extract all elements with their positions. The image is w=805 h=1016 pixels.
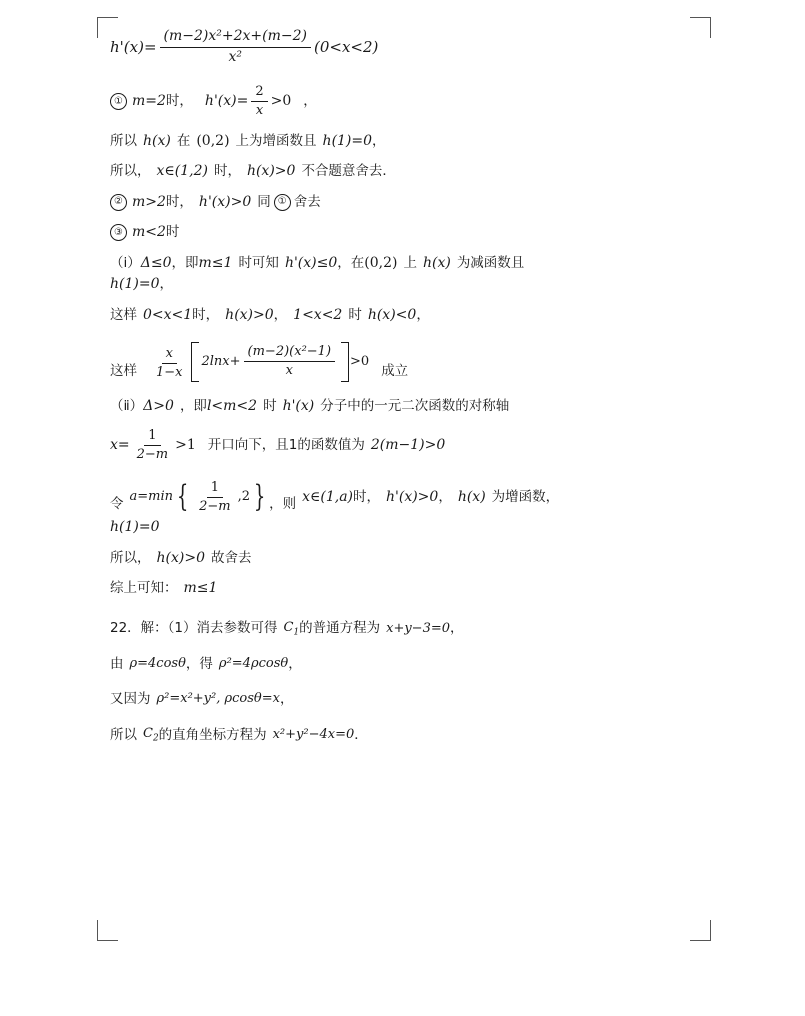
case-marker-3: ③ [110, 224, 127, 241]
h-prime-fraction [160, 28, 311, 66]
problem-22-because: 又因为 [110, 691, 151, 708]
final-conclusion-line [110, 580, 710, 598]
subcase-i-h-negative: h(x)<0 [367, 306, 417, 323]
problem-22-line-2 [110, 656, 710, 673]
subcase-ii-therefore: 所以， [110, 549, 151, 566]
curve-c2-subscript: 2 [152, 733, 159, 744]
case-2-condition: m>2 [132, 193, 166, 210]
subcase-i-holds: 成立 [381, 362, 409, 379]
case-1-x-range: x∈(1,2) [156, 163, 208, 179]
subcase-i-range-2: 1<x<2 [293, 306, 343, 323]
problem-22-period: ． [354, 726, 368, 743]
bracket-right [341, 342, 349, 382]
problem-22-line-4 [110, 726, 710, 745]
subcase-i-delta: Δ≤0 [140, 254, 172, 271]
bracket-content [199, 342, 342, 382]
problem-22-get: ，得 [185, 656, 213, 673]
subcase-i-outer-numerator: x [162, 346, 177, 364]
problem-22-line-1 [110, 620, 710, 639]
h-prime-numerator: (m−2)x²+2x+(m−2) [160, 28, 311, 48]
case-1-h-prime: h'(x)= [204, 93, 249, 109]
subcase-i-gt-zero: >0 [350, 353, 370, 369]
case-1-reject-text: 不合题意舍去． [301, 163, 396, 180]
subcase-i-text-2: 时可知 [238, 254, 279, 271]
crop-mark-bottom-right [690, 920, 711, 941]
polar-equation-rho-squared: ρ²=4ρcosθ [218, 656, 289, 672]
problem-22-comma-3: ， [279, 691, 294, 708]
problem-22-intro: 22．解：（1）消去参数可得 [110, 620, 278, 637]
subcase-i-m-range: m≤1 [198, 254, 233, 271]
subcase-i-decreasing: 为减函数且 [456, 254, 525, 271]
curve-c1-subscript: 1 [293, 627, 300, 638]
subcase-ii-h-positive: h(x)>0 [156, 549, 205, 566]
curve-c1-letter: C [283, 619, 294, 635]
case-1-conclusion-line [110, 133, 710, 151]
subcase-ii-h-prime: h'(x) [282, 397, 315, 414]
case-2-ref-marker-1: ① [274, 194, 291, 211]
equation-h-prime [110, 28, 710, 66]
h-prime-condition: (0<x<2) [313, 37, 379, 56]
subcase-ii-x-range: x∈(1,a) [302, 488, 353, 505]
polar-substitutions: ρ²=x²+y², ρcosθ=x [156, 691, 280, 707]
subcase-i-range-1: 0<x<1 [143, 306, 193, 323]
subcase-i-h1-line [110, 276, 710, 294]
subcase-ii-min-fraction [195, 480, 235, 516]
subcase-ii-axis-text: 分子中的一元二次函数的对称轴 [320, 397, 510, 414]
subcase-ii-x-equals: x= [110, 437, 130, 453]
subcase-ii-axis-numerator: 1 [144, 428, 160, 446]
subcase-i-h-prime: h'(x)≤0 [284, 254, 338, 271]
case-1-fraction-denominator: x [255, 103, 264, 119]
subcase-i-comma: ， [159, 276, 173, 293]
subcase-ii-h-at-1: h(1)=0 [110, 519, 160, 535]
curve-c2-equation: x²+y²−4x=0 [272, 727, 355, 743]
subcase-ii-reject-line [110, 550, 710, 568]
subcase-ii-min-numerator: 1 [207, 480, 223, 498]
problem-22-cartesian-text: 的直角坐标方程为 [158, 726, 267, 743]
subcase-ii-increasing: 为增函数， [491, 488, 560, 505]
case-1-interval: (0,2) [196, 132, 230, 149]
curve-c1-symbol [284, 620, 300, 639]
subcase-ii-label: （ⅱ） [110, 397, 144, 414]
subcase-ii-text-1: ，即 [179, 397, 207, 414]
subcase-i-inner-denominator: x [285, 363, 293, 379]
subcase-i-text-1: ，即 [171, 254, 199, 271]
document-body [110, 28, 710, 758]
subcase-i-inner-numerator: (m−2)(x²−1) [244, 344, 335, 362]
subcase-i-comma-2: ， [273, 306, 288, 323]
subcase-i-h-positive: h(x)>0 [225, 306, 274, 323]
curve-c1-equation: x+y−3=0 [386, 620, 451, 636]
subcase-ii-a-equals-min: a=min [129, 489, 174, 505]
case-3-line [110, 224, 710, 242]
problem-22-therefore: 所以 [110, 726, 137, 743]
subcase-ii-open-down: 开口向下，且1的函数值为 [207, 437, 365, 454]
case-1-text-1: 时， [165, 93, 193, 110]
subcase-ii-reject-text: 故舍去 [210, 549, 252, 566]
case-1-when: 时， [213, 163, 241, 180]
bracket-left [191, 342, 199, 382]
brace-left: { [176, 479, 189, 515]
subcase-i-text-3: ，在 [337, 254, 365, 271]
subcase-ii-when-2: 时， [353, 488, 380, 505]
subcase-ii-line [110, 398, 710, 416]
problem-22-line-3 [110, 691, 710, 708]
curve-c2-letter: C [143, 725, 153, 741]
case-2-h-prime-positive: h'(x)>0 [198, 193, 252, 210]
case-marker-1: ① [110, 93, 127, 110]
case-1-increasing-text: 上为增函数且 [235, 132, 317, 149]
subcase-i-bracket-group [191, 342, 350, 382]
case-1-h-at-1: h(1)=0 [322, 132, 373, 149]
subcase-i-function: h(x) [422, 254, 451, 271]
subcase-i-interval: (0,2) [364, 254, 398, 271]
case-3-condition: m<2 [132, 224, 166, 240]
subcase-ii-function: h(x) [457, 488, 486, 505]
case-2-line [110, 194, 710, 212]
problem-22-comma-2: ， [288, 656, 302, 673]
subcase-ii-h1-line [110, 519, 710, 537]
case-2-same-as: 同 [257, 193, 271, 210]
subcase-ii-h-prime-positive: h'(x)>0 [386, 488, 439, 505]
subcase-ii-axis-denominator: 2−m [136, 447, 169, 463]
subcase-i-sign-line [110, 307, 710, 325]
case-2-when: 时， [165, 193, 193, 210]
case-1-conclusion-prefix: 所以 [110, 132, 137, 149]
subcase-ii-value-at-1: 2(m−1)>0 [370, 437, 446, 453]
polar-equation-rho: ρ=4cosθ [129, 656, 186, 672]
case-1-fraction [251, 84, 267, 120]
subcase-ii-delta: Δ>0 [143, 397, 174, 414]
case-1-fraction-numerator: 2 [251, 84, 267, 102]
case-1-function: h(x) [143, 132, 171, 149]
case-2-reject-text: 舍去 [293, 193, 321, 210]
subcase-i-thus-2: 这样 [110, 362, 137, 379]
subcase-i-h-at-1: h(1)=0 [110, 276, 160, 292]
subcase-i-thus: 这样 [110, 306, 137, 323]
subcase-i-when-1: 时， [192, 306, 220, 323]
subcase-ii-m-range: l<m<2 [206, 397, 258, 414]
case-1-h-positive: h(x)>0 [246, 163, 296, 179]
subcase-ii-then: ，则 [269, 496, 297, 513]
case-1-reject-prefix: 所以， [110, 163, 151, 180]
case-1-comma: ， [303, 93, 317, 110]
case-1-comma-2: ， [372, 132, 386, 149]
subcase-ii-min-denominator: 2−m [199, 498, 231, 514]
subcase-i-log-term: 2lnx+ [201, 353, 241, 369]
case-1-text-on: 在 [176, 132, 191, 149]
case-3-when: 时 [165, 224, 180, 241]
subcase-ii-axis-fraction [133, 428, 173, 464]
subcase-i-line [110, 255, 710, 273]
final-conclusion-answer: m≤1 [183, 580, 218, 596]
problem-22-comma-1: ， [450, 620, 464, 637]
problem-22-general-eq-text: 的普通方程为 [299, 620, 381, 637]
curve-c2-symbol [143, 726, 159, 745]
subcase-i-outer-fraction [152, 346, 187, 382]
case-marker-2: ② [110, 194, 127, 211]
subcase-i-inner-fraction [244, 344, 335, 380]
brace-right: } [253, 479, 266, 515]
subcase-i-outer-denominator: 1−x [156, 365, 183, 381]
subcase-ii-gt-1: >1 [175, 437, 196, 453]
subcase-ii-comma: ， [438, 488, 452, 505]
subcase-ii-min-line [110, 480, 710, 516]
subcase-ii-min-second: ,2 [237, 489, 251, 505]
subcase-ii-when: 时 [263, 397, 277, 414]
subcase-ii-let: 令 [110, 496, 124, 513]
subcase-ii-axis-line [110, 428, 710, 464]
case-1-reject-line [110, 163, 710, 181]
h-prime-denominator: x² [228, 48, 243, 65]
subcase-i-comma-3: ， [416, 306, 430, 323]
subcase-i-label: （ⅰ） [110, 254, 141, 271]
final-conclusion-prefix: 综上可知： [110, 580, 178, 597]
case-1-line [110, 84, 710, 120]
h-prime-lhs: h'(x)= [110, 37, 157, 56]
case-1-inequality: >0 [270, 93, 292, 109]
problem-22-from: 由 [110, 656, 124, 673]
subcase-i-text-4: 上 [403, 254, 417, 271]
subcase-i-inequality-line [110, 342, 710, 382]
crop-mark-bottom-left [97, 920, 118, 941]
subcase-i-when-2: 时 [348, 306, 362, 323]
case-1-condition: m=2 [132, 93, 166, 109]
